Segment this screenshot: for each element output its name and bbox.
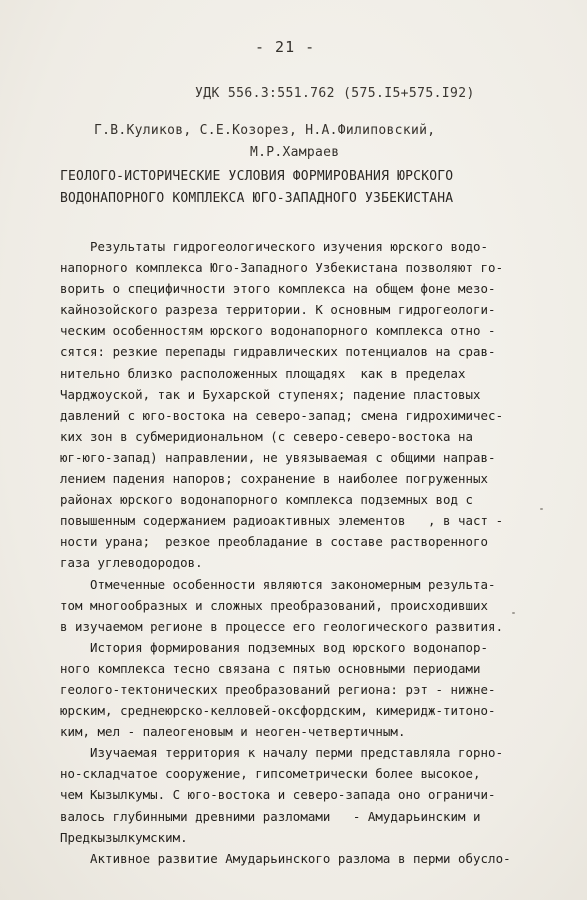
- authors: [94, 120, 524, 164]
- text-line: ческим особенностям юрского водонапорного комплекса отно -: [60, 323, 496, 339]
- text-line: Отмеченные особенности являются закономерным результа-: [60, 576, 496, 592]
- paragraph: [60, 574, 530, 637]
- paragraph: [60, 742, 530, 869]
- paper-speck: [540, 508, 543, 510]
- text-line: напорного комплекса Юго-Западного Узбекистана позволяют го-: [60, 260, 504, 276]
- text-line: геолого-тектонических преобразований региона: рэт - нижне-: [60, 681, 496, 697]
- text-line: ности урана; резкое преобладание в составе растворенного: [60, 534, 489, 550]
- text-line: районах юрского водонапорного комплекса подземных вод с: [60, 492, 474, 508]
- authors-line-2: М.Р.Хамраев: [250, 145, 340, 160]
- text-line: чем Кызылкумы. С юго-востока и северо-запада оно ограничи-: [60, 787, 496, 803]
- text-line: том многообразных и сложных преобразований, происходивших: [60, 597, 489, 613]
- article-title: [60, 166, 530, 210]
- paragraph: [60, 236, 530, 574]
- text-line: ких зон в субмеридиональном (с северо-северо-востока на: [60, 428, 474, 444]
- text-line: ворить о специфичности этого комплекса на общем фоне мезо-: [60, 281, 496, 297]
- text-line: но-складчатое сооружение, гипсометрически более высокое,: [60, 766, 481, 782]
- text-line: в изучаемом регионе в процессе его геологического развития.: [60, 618, 504, 634]
- text-line: давлений с юго-востока на северо-запад; смена гидрохимичес-: [60, 407, 504, 423]
- text-line: Чарджоуской, так и Бухарской ступенях; падение пластовых: [60, 386, 481, 402]
- text-line: Изучаемая территория к началу перми представляла горно-: [60, 745, 504, 761]
- page-number: - 21 -: [255, 38, 316, 56]
- text-line: лением падения напоров; сохранение в наиболее погруженных: [60, 471, 489, 487]
- text-line: повышенным содержанием радиоактивных элементов , в част -: [60, 513, 504, 529]
- text-line: Результаты гидрогеологического изучения юрского водо-: [60, 239, 489, 254]
- text-line: Предкызылкумским.: [60, 829, 188, 845]
- text-line: кайнозойского разреза территории. К основным гидрогеологи-: [60, 302, 496, 318]
- text-line: ного комплекса тесно связана с пятью основными периодами: [60, 660, 481, 676]
- article-body: [60, 236, 530, 869]
- text-line: Активное развитие Амударьинского разлома в перми обусло-: [60, 850, 511, 866]
- authors-line-1: Г.В.Куликов, С.Е.Козорез, Н.А.Филиповский,: [94, 123, 436, 138]
- udk-classification: УДК 556.3:551.762 (575.I5+575.I92): [195, 86, 475, 101]
- text-line: нительно близко расположенных площадях как в пределах: [60, 365, 466, 381]
- text-line: газа углеводородов.: [60, 555, 203, 571]
- text-line: юг-юго-запад) направлении, не увязываемая с общими направ-: [60, 449, 496, 465]
- text-line: юрским, среднеюрско-келловей-оксфордским, кимеридж-титоно-: [60, 703, 496, 719]
- text-line: ким, мел - палеогеновым и неоген-четвертичным.: [60, 724, 406, 740]
- text-line: валось глубинными древними разломами - Амударьинским и: [60, 808, 481, 824]
- title-line-2: ВОДОНАПОРНОГО КОМПЛЕКСА ЮГО-ЗАПАДНОГО УЗБЕКИСТАНА: [60, 191, 454, 206]
- paragraph: [60, 637, 530, 742]
- text-line: сятся: резкие перепады гидравлических потенциалов на срав-: [60, 344, 496, 360]
- title-line-1: ГЕОЛОГО-ИСТОРИЧЕСКИЕ УСЛОВИЯ ФОРМИРОВАНИЯ ЮРСКОГО: [60, 169, 454, 184]
- text-line: История формирования подземных вод юрского водонапор-: [60, 639, 489, 655]
- paper-speck: [512, 612, 515, 614]
